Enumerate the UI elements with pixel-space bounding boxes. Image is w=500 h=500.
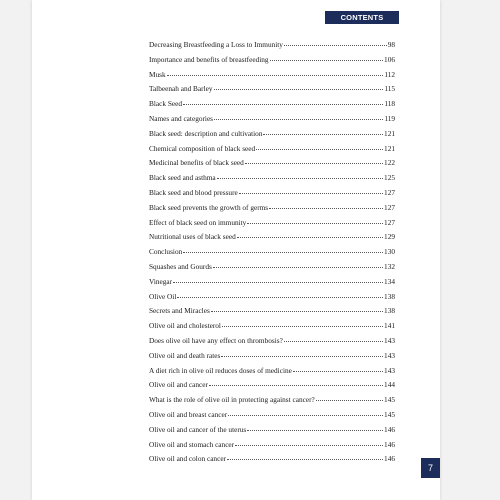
toc-entry[interactable] [149, 129, 395, 144]
toc-entry[interactable] [149, 247, 395, 262]
toc-entry-title: Olive oil and death rates [149, 350, 221, 360]
table-of-contents [149, 40, 395, 469]
toc-entry[interactable] [149, 380, 395, 395]
toc-entry-title: Decreasing Breastfeeding a Loss to Immunity [149, 40, 283, 49]
toc-entry[interactable] [149, 218, 395, 233]
toc-entry-title: Black seed and blood pressure [149, 187, 238, 197]
dot-leader [222, 326, 383, 327]
page-number-badge: 7 [421, 458, 440, 478]
dot-leader [213, 267, 383, 268]
toc-entry-page: 121 [384, 128, 395, 138]
toc-entry-page: 122 [384, 158, 395, 168]
toc-entry[interactable] [149, 55, 395, 70]
toc-entry-title: Olive oil and cholesterol [149, 321, 221, 331]
toc-entry[interactable] [149, 70, 395, 85]
toc-entry[interactable] [149, 40, 395, 55]
toc-entry-page: 129 [384, 232, 395, 242]
toc-entry[interactable] [149, 440, 395, 455]
toc-entry[interactable] [149, 188, 395, 203]
toc-entry-page: 145 [384, 409, 395, 419]
toc-entry[interactable] [149, 203, 395, 218]
toc-entry-title: A diet rich in olive oil reduces doses of medicine [149, 365, 292, 375]
dot-leader [293, 371, 383, 372]
toc-entry-page: 146 [384, 454, 395, 464]
toc-entry-page: 143 [384, 335, 395, 345]
dot-leader [167, 75, 384, 76]
toc-entry-title: Olive Oil [149, 291, 177, 301]
toc-entry-title: Olive oil and breast cancer [149, 409, 228, 419]
toc-entry-page: 125 [384, 173, 395, 183]
toc-entry-title: Olive oil and cancer [149, 380, 208, 390]
toc-entry-page: 118 [384, 99, 395, 109]
toc-entry[interactable] [149, 173, 395, 188]
dot-leader [270, 60, 384, 61]
toc-entry-page: 146 [384, 424, 395, 434]
toc-entry-title: Nutritional uses of black seed [149, 232, 236, 242]
dot-leader [316, 400, 383, 401]
toc-entry-page: 143 [384, 350, 395, 360]
toc-entry[interactable] [149, 395, 395, 410]
dot-leader [247, 430, 383, 431]
toc-entry-title: What is the role of olive oil in protecting against cancer? [149, 395, 315, 405]
toc-entry[interactable] [149, 366, 395, 381]
toc-entry-title: Does olive oil have any effect on thrombosis? [149, 335, 283, 345]
toc-entry-title: Olive oil and cancer of the uterus [149, 424, 247, 434]
toc-entry-page: 98 [387, 40, 395, 49]
toc-entry-page: 115 [384, 84, 395, 94]
dot-leader [221, 356, 383, 357]
toc-entry-page: 134 [384, 276, 395, 286]
toc-entry-title: Olive oil and colon cancer [149, 454, 226, 464]
toc-entry-title: Olive oil and stomach cancer [149, 439, 235, 449]
toc-entry[interactable] [149, 84, 395, 99]
toc-entry-page: 130 [384, 247, 395, 257]
dot-leader [256, 149, 383, 150]
toc-entry-page: 143 [384, 365, 395, 375]
toc-entry-page: 138 [384, 306, 395, 316]
toc-entry-page: 112 [384, 69, 395, 79]
toc-entry-title: Effect of black seed on immunity [149, 217, 247, 227]
toc-entry-page: 127 [384, 202, 395, 212]
dot-leader [228, 415, 383, 416]
toc-entry-title: Vinegar [149, 276, 173, 286]
dot-leader [214, 89, 384, 90]
toc-entry-page: 145 [384, 395, 395, 405]
toc-entry[interactable] [149, 425, 395, 440]
dot-leader [209, 385, 383, 386]
toc-entry-title: Black seed and asthma [149, 173, 216, 183]
toc-entry[interactable] [149, 99, 395, 114]
dot-leader [269, 208, 383, 209]
dot-leader [173, 282, 383, 283]
toc-entry[interactable] [149, 306, 395, 321]
toc-entry-title: Squashes and Gourds [149, 261, 212, 271]
dot-leader [211, 311, 383, 312]
toc-entry-title: Medicinal benefits of black seed [149, 158, 244, 168]
toc-entry-page: 146 [384, 439, 395, 449]
contents-header: CONTENTS [325, 11, 399, 24]
toc-entry-title: Chemical composition of black seed [149, 143, 256, 153]
toc-entry[interactable] [149, 321, 395, 336]
toc-entry-page: 144 [384, 380, 395, 390]
toc-entry[interactable] [149, 158, 395, 173]
toc-entry-title: Black seed prevents the growth of germs [149, 202, 269, 212]
toc-entry-title: Names and categories [149, 113, 214, 123]
toc-entry[interactable] [149, 277, 395, 292]
toc-entry-title: Secrets and Miracles [149, 306, 210, 316]
toc-entry-title: Importance and benefits of breastfeeding [149, 54, 269, 64]
toc-entry[interactable] [149, 292, 395, 307]
toc-entry-page: 127 [384, 217, 395, 227]
toc-entry[interactable] [149, 232, 395, 247]
toc-entry-title: Conclusion [149, 247, 183, 257]
dot-leader [237, 237, 383, 238]
dot-leader [284, 45, 387, 46]
toc-entry[interactable] [149, 144, 395, 159]
toc-entry[interactable] [149, 262, 395, 277]
toc-entry-title: Black Seed [149, 99, 183, 109]
toc-entry-page: 121 [384, 143, 395, 153]
dot-leader [247, 223, 383, 224]
toc-entry[interactable] [149, 336, 395, 351]
book-page [32, 0, 440, 500]
dot-leader [263, 134, 383, 135]
dot-leader [183, 104, 383, 105]
dot-leader [239, 193, 383, 194]
toc-entry-page: 132 [384, 261, 395, 271]
dot-leader [284, 341, 383, 342]
dot-leader [227, 459, 383, 460]
dot-leader [245, 163, 383, 164]
toc-entry-page: 106 [384, 54, 395, 64]
toc-entry-title: Talbeenah and Barley [149, 84, 213, 94]
toc-entry-page: 127 [384, 187, 395, 197]
toc-entry-page: 138 [384, 291, 395, 301]
dot-leader [214, 119, 383, 120]
dot-leader [183, 252, 383, 253]
toc-entry[interactable] [149, 410, 395, 425]
toc-entry[interactable] [149, 114, 395, 129]
toc-entry[interactable] [149, 351, 395, 366]
toc-entry-page: 119 [384, 113, 395, 123]
toc-entry-title: Black seed: description and cultivation [149, 128, 263, 138]
dot-leader [217, 178, 383, 179]
dot-leader [177, 297, 383, 298]
toc-entry[interactable] [149, 454, 395, 469]
dot-leader [235, 445, 383, 446]
toc-entry-title: Musk [149, 69, 166, 79]
toc-entry-page: 141 [384, 321, 395, 331]
